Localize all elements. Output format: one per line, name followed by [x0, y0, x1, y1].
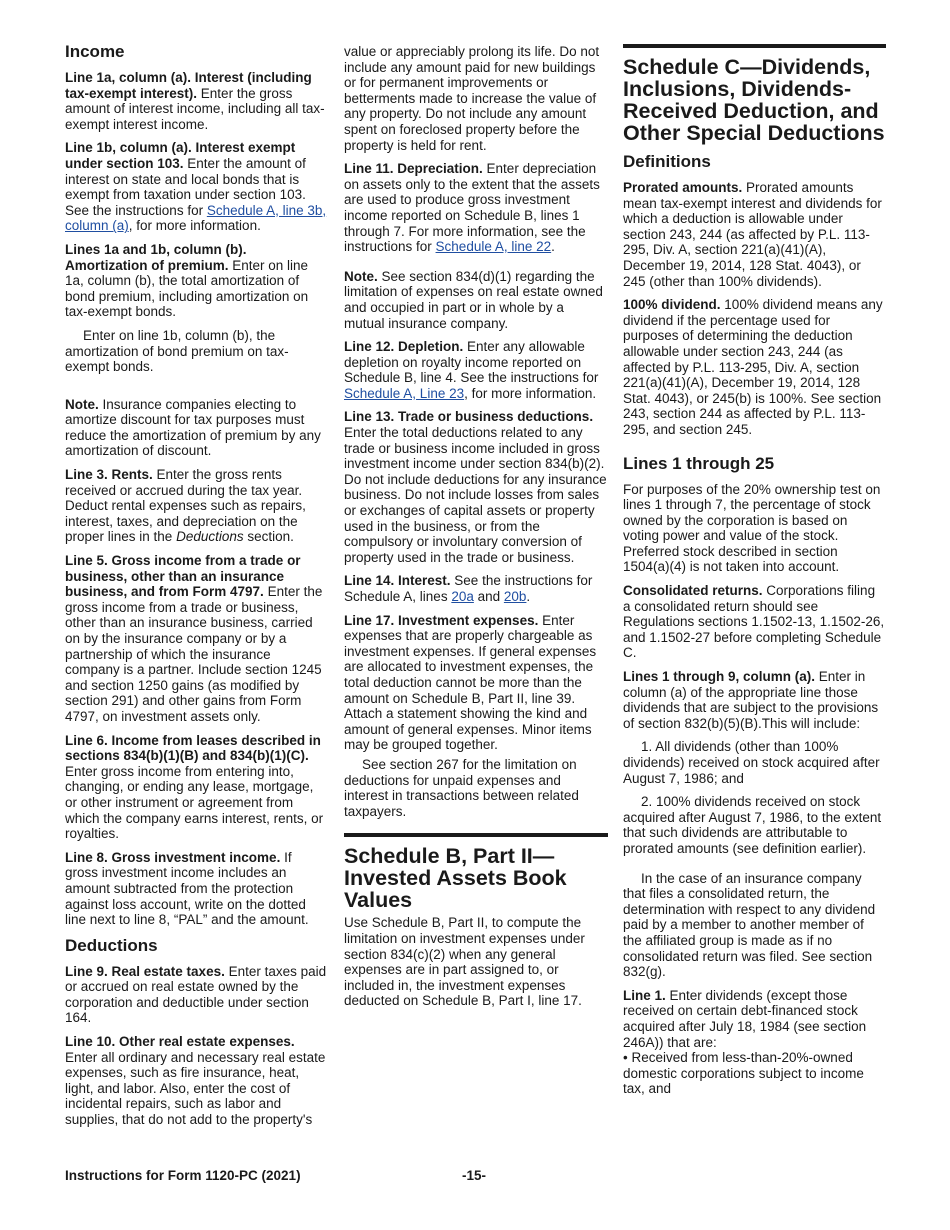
column-3: [623, 44, 886, 1097]
paragraph-100-dividend: 100% dividend. 100% dividend means any dividend if the percentage used for purposes of determining the deduction allowable under section 243, 244 (as affected by P.L. 113-295, Div. A, section 221(a)(41)(A), December 19, 2014, 128 Stat. 4043), or 245(b) is 100%. See section 243, section 244 as affected by P.L. 113-295, and section 245.: [623, 297, 883, 437]
link-line-20a[interactable]: 20a: [451, 589, 474, 604]
paragraph-consolidated-returns: Consolidated returns. Corporations filing a consolidated return should see Regulations sections 1.1502-13, 1.1502-26, and 1.1502-27 before completing Schedule C.: [623, 583, 885, 661]
paragraph-line-1b: Line 1b, column (a). Interest exempt under section 103. Enter the amount of interest on state and local bonds that is exempt from taxation under section 103. See the instructions for Schedule A, line 3b, column (a), for more information.: [65, 140, 327, 234]
paragraph-amortization: Lines 1a and 1b, column (b). Amortization of premium. Enter on line 1a, column (b), the total amortization of bond premium, including amortization on tax-exempt bonds.: [65, 241, 309, 320]
paragraph-line-13: Line 13. Trade or business deductions. Enter the total deductions related to any trade or business income included in gross investment income under section 834(b)(2). Do not include deductions for any insurance business. Do not include losses from sales or exchanges of capital assets or property used in the business, or from the compulsory or involuntary conversion of property used in the trade or business.: [344, 409, 607, 565]
link-schedule-a-line-23[interactable]: Schedule A, Line 23: [344, 385, 465, 401]
paragraph-line-9: Line 9. Real estate taxes. Enter taxes paid or accrued on real estate owned by the corporation and deductible under section 164.: [65, 963, 327, 1026]
bullet-item-1: • Received from less-than-20%-owned domestic corporations subject to income tax, and: [623, 1050, 864, 1097]
link-line-20b[interactable]: 20b: [503, 589, 527, 604]
paragraph-line-1: Line 1. Enter dividends (except those received on certain debt-financed stock acquired after July 18, 1984 (see section 246A)) that are:: [623, 987, 867, 1050]
paragraph-line-14: Line 14. Interest. See the instructions for Schedule A, lines 20a and 20b.: [344, 573, 593, 604]
paragraph-ownership-test: For purposes of the 20% ownership test on lines 1 through 7, the percentage of stock owned by the corporation is based on voting power and value of the stock. Preferred stock described in section 1504(a)(4) is not taken into account.: [623, 481, 881, 575]
heading-lines-1-through-25: Lines 1 through 25: [623, 453, 775, 473]
note-section-834: Note. See section 834(d)(1) regarding the limitation of expenses on real estate owned and occupied in part or in whole by a mutual insurance company.: [344, 268, 603, 331]
paragraph-line-10-cont: value or appreciably prolong its life. Do not include any amount paid for new buildings or for permanent improvements or betterments made to increase the value of any property. Do not include any amount spent on foreclosed property before the property is held for rent.: [344, 44, 600, 153]
paragraph-line-5: Line 5. Gross income from a trade or business, other than an insurance business, and from Form 4797. Enter the gross income from a trade or business, other than an insurance business, carried on by the insurance company or by a partnership of which the insurance company is a partner. Include section 1245 and section 1250 gains (as modified by section 291) and other gains from Form 4797, on investment assets only.: [65, 553, 323, 724]
paragraph-line-10: Line 10. Other real estate expenses. Enter all ordinary and necessary real estate expenses, such as fire insurance, heat, light, and labor. Also, enter the cost of incidental repairs, such as labor and supplies, that do not add to the property's: [65, 1034, 326, 1128]
heading-deductions: Deductions: [65, 935, 158, 955]
paragraph-line-8: Line 8. Gross investment income. If gross investment income includes an amount subtracted from the protection against loss account, write on the dotted line next to line 8, “PAL” and the amount.: [65, 849, 309, 928]
paragraph-schedule-b: Use Schedule B, Part II, to compute the limitation on investment expenses under section 834(c)(2) when any general expenses are in part assigned to, or included in, the investment expenses deducted on Schedule B, Part I, line 17.: [344, 915, 585, 1009]
heading-income: Income: [65, 42, 125, 61]
column-2: [344, 44, 608, 1017]
paragraph-line-12: Line 12. Depletion. Enter any allowable depletion on royalty income reported on Schedule B, line 4. See the instructions for Schedule A, Line 23, for more information.: [344, 339, 599, 401]
list-item-2: 2. 100% dividends received on stock acquired after August 7, 1986, to the extent that such dividends are attributable to prorated amounts (see definition earlier).: [623, 794, 882, 856]
heading-schedule-b-part-ii: Schedule B, Part II—Invested Assets Book Values: [344, 844, 567, 913]
footer-form-title: Instructions for Form 1120-PC (2021): [65, 1168, 301, 1183]
paragraph-section-267: See section 267 for the limitation on deductions for unpaid expenses and interest in transactions between related taxpayers.: [344, 756, 579, 819]
paragraph-line-1a: Line 1a, column (a). Interest (including tax-exempt interest). Enter the gross amount of interest income, including all tax-exempt interest income.: [65, 70, 325, 132]
paragraph-prorated-amounts: Prorated amounts. Prorated amounts mean tax-exempt interest and dividends for which a deduction is allowable under section 243, 244 (as affected by P.L. 113-295, Div. A, section 221(a)(41)(A), December 19, 2014, 128 Stat. 4043), or 245 (other than 100% dividends).: [623, 180, 882, 289]
list-item-1: 1. All dividends (other than 100% dividends) received on stock acquired after August 7, 1986; and: [623, 739, 880, 786]
paragraph-line-6: Line 6. Income from leases described in sections 834(b)(1)(B) and 834(b)(1)(C). Enter gross income from entering into, changing, or ending any lease, mortgage, or other instrument or agreement from which the company earns interest, rents, or royalties.: [65, 732, 324, 842]
paragraph-consolidated-return-dividend: In the case of an insurance company that files a consolidated return, the determination with respect to any dividend paid by a member to another member of the affiliated group is made as if no consolidated return was filed. See section 832(g).: [623, 870, 876, 980]
link-schedule-a-line-3b[interactable]: Schedule A, line 3b, column (a): [65, 202, 327, 234]
section-rule: [344, 833, 608, 837]
link-schedule-a-line-22[interactable]: Schedule A, line 22: [435, 239, 552, 255]
section-rule: [623, 44, 886, 48]
heading-schedule-c: Schedule C—Dividends, Inclusions, Dividends-Received Deduction, and Other Special Deductions: [623, 55, 885, 145]
page-number: -15-: [462, 1168, 487, 1183]
heading-definitions: Definitions: [623, 152, 711, 171]
column-1: [65, 42, 327, 1136]
note-amortize-discount: Note. Insurance companies electing to amortize discount for tax purposes must reduce the amortization of premium by any amortization of discount.: [65, 396, 321, 459]
paragraph-lines-1-through-9: Lines 1 through 9, column (a). Enter in column (a) of the appropriate line those dividends that are subject to the provisions of section 832(b)(5)(B).This will include:: [623, 669, 879, 731]
paragraph-line-3-rents: Line 3. Rents. Enter the gross rents received or accrued during the tax year. Deduct rental expenses such as repairs, interest, taxes, and depreciation on the proper lines in the Deductions section.: [65, 467, 306, 545]
paragraph-line-11: Line 11. Depreciation. Enter depreciation on assets only to the extent that the assets are used to produce gross investment income reported on Schedule B, lines 1 through 7. For more information, see the instructions for Schedule A, line 22.: [344, 161, 600, 255]
paragraph-line-17: Line 17. Investment expenses. Enter expenses that are properly chargeable as investment expenses. If general expenses are allocated to investment expenses, the total deduction cannot be more than the amount on Schedule B, Part II, line 39. Attach a statement showing the kind and amount of general expenses. Minor items may be grouped together.: [344, 612, 597, 753]
paragraph-amortization-1b: Enter on line 1b, column (b), the amortization of bond premium on tax-exempt bonds.: [65, 327, 289, 375]
